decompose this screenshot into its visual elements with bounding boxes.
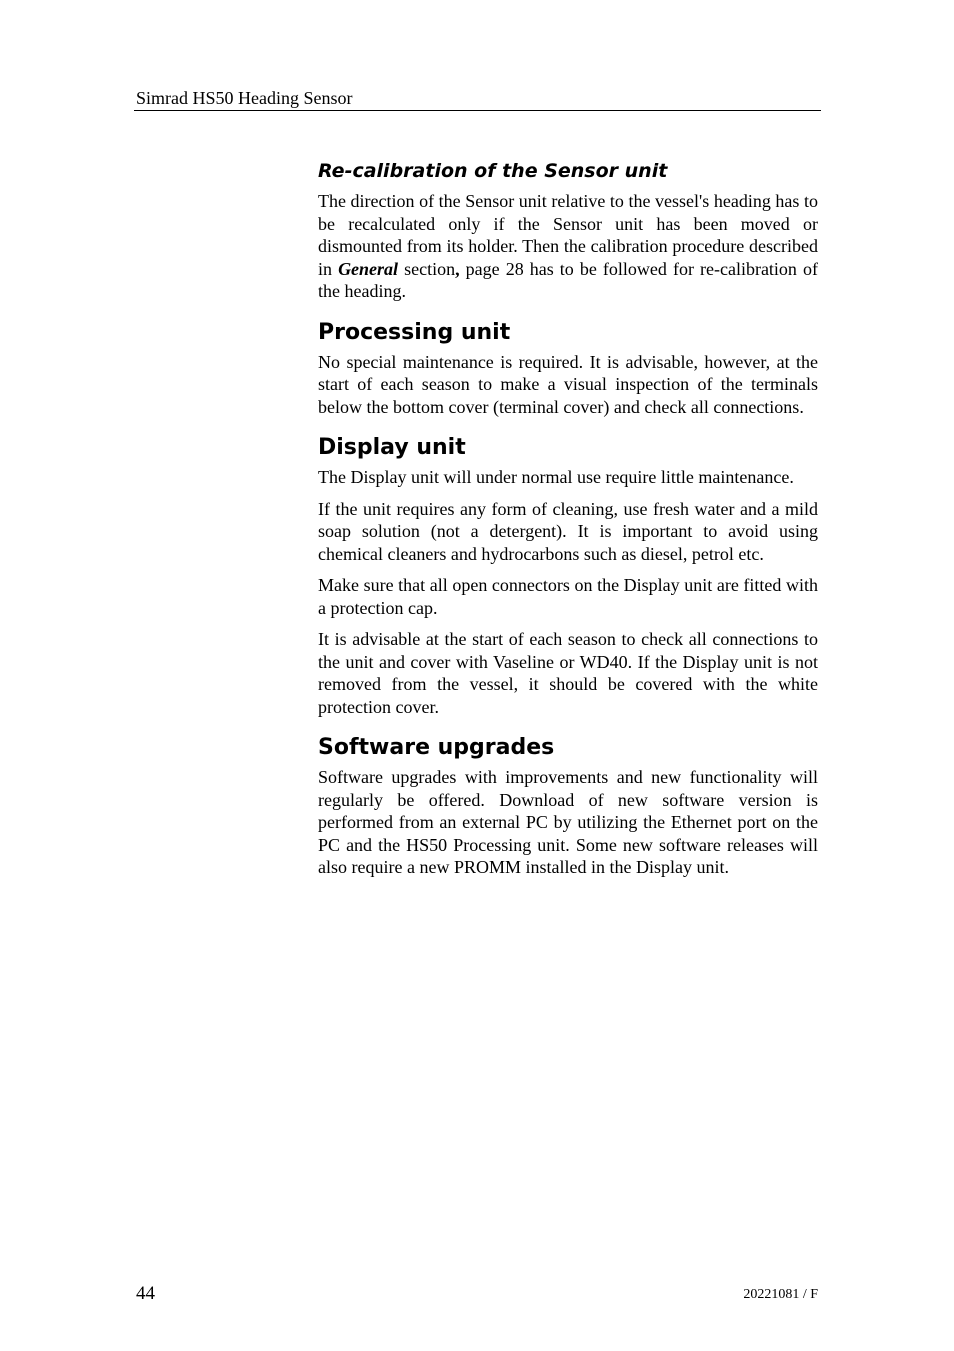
running-header: Simrad HS50 Heading Sensor (136, 88, 353, 108)
display-unit-heading: Display unit (318, 435, 466, 460)
display-unit-paragraph-1: The Display unit will under normal use require little maintenance. (318, 467, 794, 487)
main-content (318, 158, 818, 888)
general-section-reference: General (338, 258, 399, 279)
processing-unit-paragraph: No special maintenance is required. It is advisable, however, at the start of each season to make a visual inspection of the terminals below the bottom cover (terminal cover) and check all connections. (318, 351, 818, 417)
header-rule (134, 110, 821, 111)
page-number: 44 (136, 1283, 155, 1304)
recalibration-text-mid: section (398, 258, 456, 279)
software-upgrades-heading: Software upgrades (318, 735, 555, 760)
display-unit-paragraph-4: It is advisable at the start of each season to check all connections to the unit and cover with Vaseline or WD40. If the Display unit is not removed from the vessel, it should be covered with the white protection cover. (318, 629, 818, 717)
recalibration-text-start: The direction of the Sensor unit relative to the vessel's heading has to be recalculated only if the Sensor unit has been moved or dismounted from its holder. Then the calibration procedure described in (318, 191, 818, 279)
display-unit-paragraph-2: If the unit requires any form of cleaning, use fresh water and a mild soap solution (not a detergent). It is important to avoid using chemical cleaners and hydrocarbons such as diesel, petrol etc. (318, 498, 818, 564)
recalibration-paragraph (318, 190, 818, 303)
display-unit-paragraph-3: Make sure that all open connectors on the Display unit are fitted with a protection cap. (318, 575, 818, 618)
recalibration-heading: Re-calibration of the Sensor unit (318, 160, 668, 182)
software-upgrades-paragraph: Software upgrades with improvements and new functionality will regularly be offered. Download of new software version is performed from an external PC by utilizing the Ethernet port on the PC and the HS50 Processing unit. Some new software releases will also require a new PROMM installed in the Display unit. (318, 767, 818, 877)
recalibration-comma: , (455, 258, 460, 279)
processing-unit-heading: Processing unit (318, 319, 511, 345)
document-reference: 20221081 / F (743, 1287, 818, 1302)
recalibration-text-end: page 28 has to be followed for re-calibration of the heading. (318, 258, 818, 301)
